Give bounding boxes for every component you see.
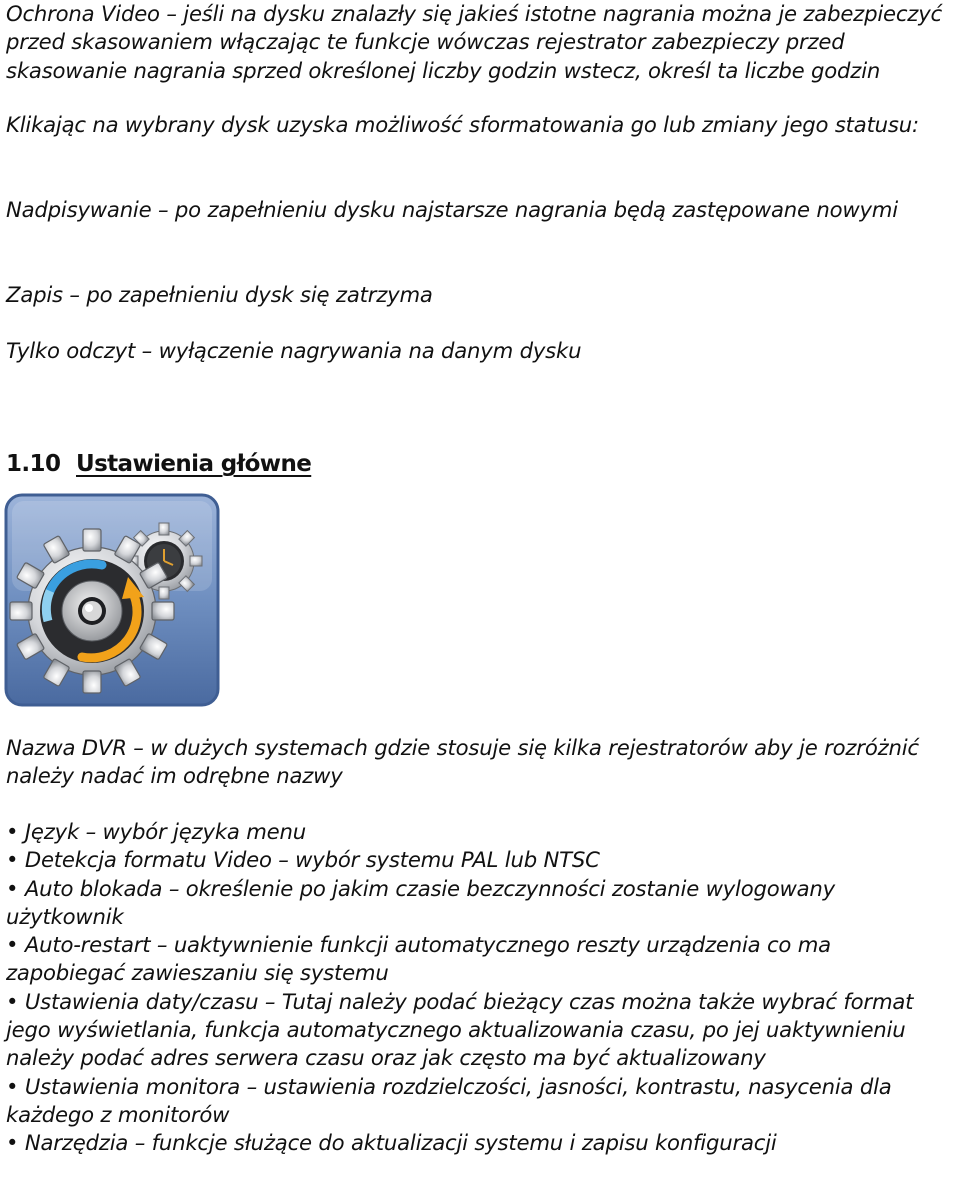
- list-item-auto-restart: • Auto-restart – uaktywnienie funkcji automatycznego reszty urządzenia co ma zapobiegać zawieszaniu się systemu: [6, 932, 831, 986]
- list-item-narzedzia: • Narzędzia – funkcje służące do aktualizacji systemu i zapisu konfiguracji: [6, 1130, 777, 1156]
- list-item-data-czas: • Ustawienia daty/czasu – Tutaj należy podać bieżący czas można także wybrać format jego wyświetlania, funkcja automatycznego aktualizowania czasu, po jej uaktywnieniu należy podać adres serwera czasu oraz jak często ma być aktualizowany: [6, 988, 914, 1071]
- section-heading: [6, 448, 311, 480]
- paragraph-ochrona-video: Ochrona Video – jeśli na dysku znalazły się jakieś istotne nagrania można je zabezpieczyć przed skasowaniem włączając te funkcje wówczas rejestrator zabezpieczy przed skasowanie nagrania sprzed określonej liczby godzin wstecz, określ ta liczbe godzin: [6, 1, 943, 83]
- paragraph-zapis: Zapis – po zapełnieniu dysk się zatrzyma: [6, 282, 433, 307]
- list-item-jezyk: • Język – wybór języka menu: [6, 819, 306, 844]
- paragraph-nazwa-dvr: Nazwa DVR – w dużych systemach gdzie stosuje się kilka rejestratorów aby je rozróżnić należy nadać im odrębne nazwy: [6, 735, 919, 789]
- bullet-list: [6, 818, 956, 1158]
- section-title: Ustawienia główne: [76, 451, 312, 477]
- list-item-monitor: • Ustawienia monitora – ustawienia rozdzielczości, jasności, kontrastu, nasycenia dla każdego z monitorów: [6, 1073, 892, 1127]
- list-item-auto-blokada: • Auto blokada – określenie po jakim czasie bezczynności zostanie wylogowany użytkownik: [6, 875, 835, 929]
- list-item-detekcja-formatu: • Detekcja formatu Video – wybór systemu PAL lub NTSC: [6, 847, 600, 873]
- settings-gears-icon: [4, 493, 220, 707]
- section-number: 1.10: [6, 451, 61, 477]
- paragraph-tylko-odczyt: Tylko odczyt – wyłączenie nagrywania na danym dysku: [6, 338, 582, 363]
- paragraph-nadpisywanie: Nadpisywanie – po zapełnieniu dysku najstarsze nagrania będą zastępowane nowymi: [6, 197, 898, 222]
- paragraph-disk-click: Klikając na wybrany dysk uzyska możliwość sformatowania go lub zmiany jego statusu:: [6, 112, 919, 137]
